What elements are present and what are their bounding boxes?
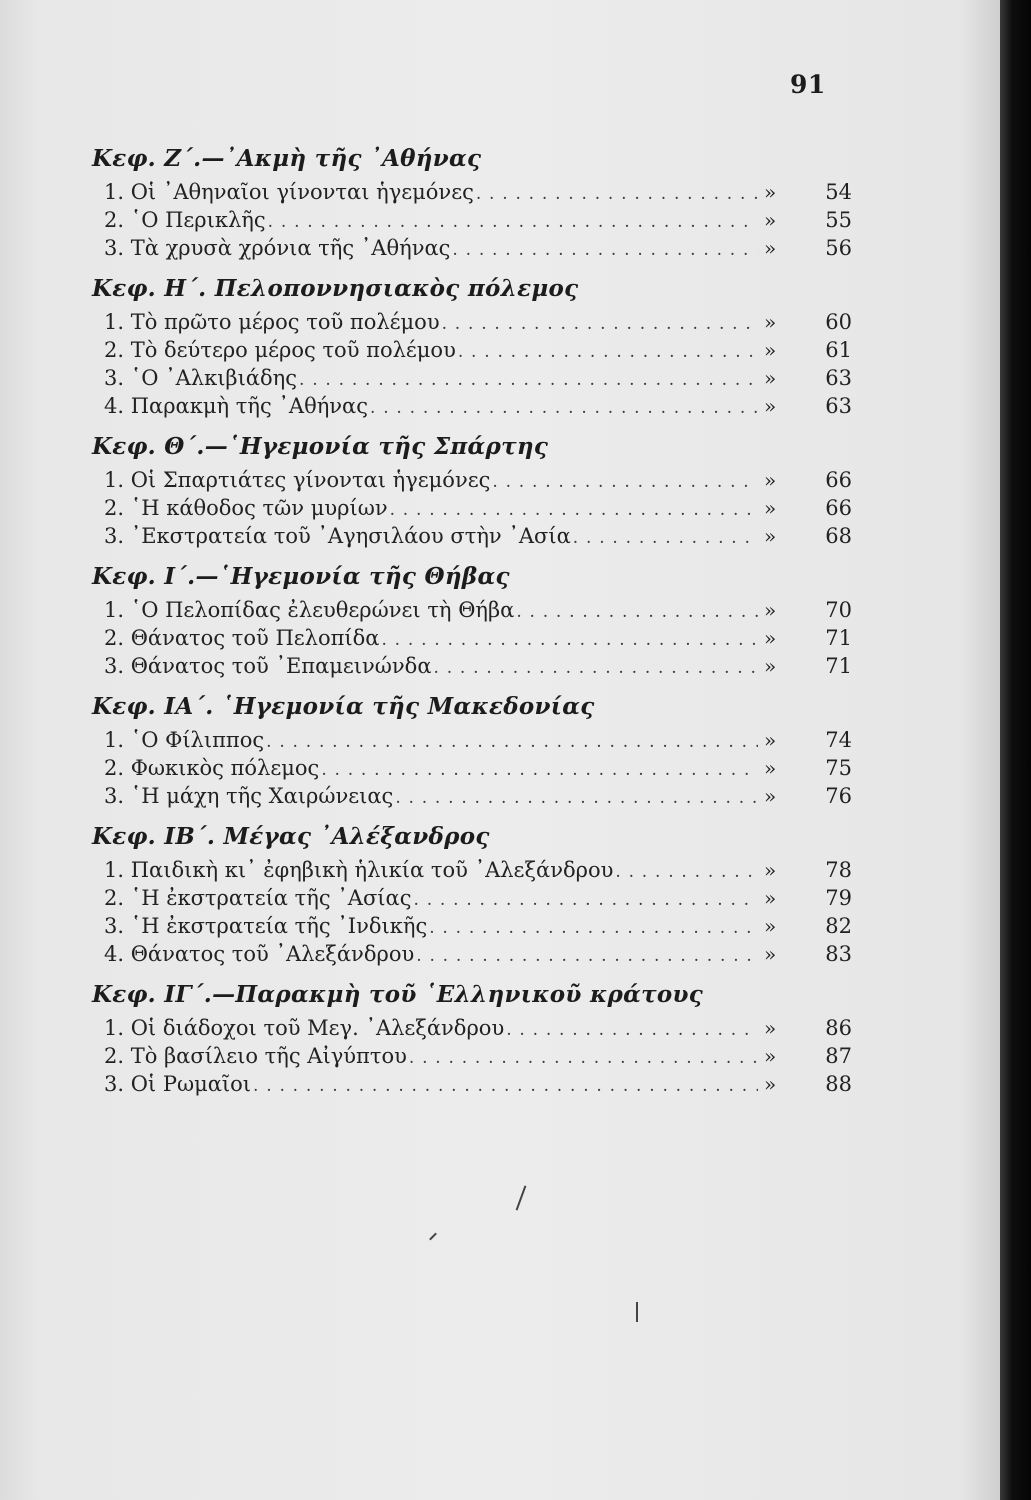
entry-title: 3. Οἱ Ρωμαῖοι xyxy=(104,1072,252,1096)
entry-title: 3. ῾Ο ᾿Αλκιβιάδης xyxy=(104,366,297,390)
stray-mark xyxy=(429,1233,437,1241)
entry-page-number: 82 xyxy=(825,914,852,938)
ditto-mark: » xyxy=(764,496,777,520)
dot-leader xyxy=(321,756,758,784)
entry-page-number: 74 xyxy=(825,728,852,752)
table-of-contents xyxy=(92,140,852,1106)
entry-page-number: 68 xyxy=(825,524,852,548)
entry-title: 3. Τὰ χρυσὰ χρόνια τῆς ᾿Αθήνας xyxy=(104,236,451,260)
dot-leader xyxy=(266,728,758,756)
dot-leader xyxy=(390,496,758,524)
entry-title: 4. Παρακμὴ τῆς ᾿Αθήνας xyxy=(104,394,368,418)
chapter-entries xyxy=(92,466,852,550)
chapter-section xyxy=(92,428,852,550)
chapter-title: Κεφ. Ι΄.—῾Ηγεμονία τῆς Θήβας xyxy=(92,563,510,590)
dot-leader xyxy=(492,468,758,496)
toc-entry xyxy=(92,206,852,234)
toc-entry xyxy=(92,624,852,652)
entry-page-number: 55 xyxy=(825,208,852,232)
chapter-entries xyxy=(92,178,852,262)
ditto-mark: » xyxy=(764,654,777,678)
toc-entry xyxy=(92,1014,852,1042)
entry-title: 1. Τὸ πρῶτο μέρος τοῦ πολέμου xyxy=(104,310,440,334)
entry-title: 1. ῾Ο Πελοπίδας ἐλευθερώνει τὴ Θήβα xyxy=(104,598,515,622)
dot-leader xyxy=(395,784,758,812)
entry-title: 3. Θάνατος τοῦ ᾿Επαμεινώνδα xyxy=(104,654,432,678)
dot-leader xyxy=(253,1072,758,1100)
toc-entry xyxy=(92,754,852,782)
entry-title: 4. Θάνατος τοῦ ᾿Αλεξάνδρου xyxy=(104,942,415,966)
dot-leader xyxy=(370,394,758,422)
ditto-mark: » xyxy=(764,208,777,232)
entry-title: 3. ᾿Εκστρατεία τοῦ ᾿Αγησιλάου στὴν ᾿Ασία xyxy=(104,524,571,548)
entry-title: 3. ῾Η μάχη τῆς Χαιρώνειας xyxy=(104,784,394,808)
toc-entry xyxy=(92,726,852,754)
ditto-mark: » xyxy=(764,1072,777,1096)
entry-title: 1. Οἱ ᾿Αθηναῖοι γίνονται ἡγεμόνες xyxy=(104,180,474,204)
dot-leader xyxy=(442,310,758,338)
entry-page-number: 66 xyxy=(825,468,852,492)
ditto-mark: » xyxy=(764,366,777,390)
toc-entry xyxy=(92,466,852,494)
chapter-entries xyxy=(92,596,852,680)
entry-page-number: 86 xyxy=(825,1016,852,1040)
entry-page-number: 79 xyxy=(825,886,852,910)
ditto-mark: » xyxy=(764,310,777,334)
toc-entry xyxy=(92,1070,852,1098)
entry-page-number: 71 xyxy=(825,626,852,650)
toc-entry xyxy=(92,782,852,810)
toc-entry xyxy=(92,178,852,206)
ditto-mark: » xyxy=(764,180,777,204)
dot-leader xyxy=(458,338,758,366)
entry-page-number: 75 xyxy=(825,756,852,780)
ditto-mark: » xyxy=(764,598,777,622)
toc-entry xyxy=(92,856,852,884)
chapter-section xyxy=(92,140,852,262)
entry-title: 2. Θάνατος τοῦ Πελοπίδα xyxy=(104,626,380,650)
entry-title: 1. Οἱ Σπαρτιάτες γίνονται ἡγεμόνες xyxy=(104,468,491,492)
toc-entry xyxy=(92,494,852,522)
toc-entry xyxy=(92,336,852,364)
chapter-entries xyxy=(92,1014,852,1098)
chapter-entries xyxy=(92,856,852,968)
dot-leader xyxy=(476,180,758,208)
entry-page-number: 88 xyxy=(825,1072,852,1096)
entry-title: 1. ῾Ο Φίλιππος xyxy=(104,728,265,752)
toc-entry xyxy=(92,364,852,392)
dot-leader xyxy=(516,598,758,626)
dot-leader xyxy=(434,654,758,682)
ditto-mark: » xyxy=(764,524,777,548)
dot-leader xyxy=(299,366,758,394)
dot-leader xyxy=(573,524,758,552)
toc-entry xyxy=(92,940,852,968)
chapter-title: Κεφ. Θ΄.—῾Ηγεμονία τῆς Σπάρτης xyxy=(92,433,549,460)
toc-entry xyxy=(92,522,852,550)
ditto-mark: » xyxy=(764,858,777,882)
entry-title: 2. Φωκικὸς πόλεμος xyxy=(104,756,320,780)
dot-leader xyxy=(452,236,758,264)
chapter-section xyxy=(92,818,852,968)
chapter-section xyxy=(92,688,852,810)
ditto-mark: » xyxy=(764,886,777,910)
toc-entry xyxy=(92,884,852,912)
ditto-mark: » xyxy=(764,914,777,938)
entry-page-number: 70 xyxy=(825,598,852,622)
book-edge-shadow xyxy=(1000,0,1031,1500)
ditto-mark: » xyxy=(764,394,777,418)
entry-title: 2. ῾Ο Περικλῆς xyxy=(104,208,266,232)
entry-title: 3. ῾Η ἐκστρατεία τῆς ᾿Ινδικῆς xyxy=(104,914,428,938)
chapter-title: Κεφ. ΙΒ΄. Μέγας ᾿Αλέξανδρος xyxy=(92,823,490,850)
chapter-section xyxy=(92,976,852,1098)
entry-page-number: 78 xyxy=(825,858,852,882)
ditto-mark: » xyxy=(764,942,777,966)
toc-entry xyxy=(92,596,852,624)
ditto-mark: » xyxy=(764,626,777,650)
toc-entry xyxy=(92,234,852,262)
entry-page-number: 63 xyxy=(825,366,852,390)
chapter-title: Κεφ. Ζ΄.—᾿Ακμὴ τῆς ᾿Αθήνας xyxy=(92,145,482,172)
dot-leader xyxy=(409,1044,758,1072)
dot-leader xyxy=(381,626,758,654)
ditto-mark: » xyxy=(764,1016,777,1040)
entry-title: 2. ῾Η ἐκστρατεία τῆς ᾿Ασίας xyxy=(104,886,412,910)
dot-leader xyxy=(416,942,758,970)
entry-title: 1. Οἱ διάδοχοι τοῦ Μεγ. ᾿Αλεξάνδρου xyxy=(104,1016,505,1040)
entry-page-number: 76 xyxy=(825,784,852,808)
toc-entry xyxy=(92,912,852,940)
entry-page-number: 63 xyxy=(825,394,852,418)
entry-title: 2. ῾Η κάθοδος τῶν μυρίων xyxy=(104,496,388,520)
stray-mark xyxy=(516,1185,527,1210)
chapter-title: Κεφ. ΙΓ΄.—Παρακμὴ τοῦ ῾Ελληνικοῦ κράτους xyxy=(92,981,704,1008)
ditto-mark: » xyxy=(764,756,777,780)
toc-entry xyxy=(92,1042,852,1070)
entry-page-number: 61 xyxy=(825,338,852,362)
chapter-title: Κεφ. ΙΑ΄. ῾Ηγεμονία τῆς Μακεδονίας xyxy=(92,693,595,720)
entry-title: 2. Τὸ βασίλειο τῆς Αἰγύπτου xyxy=(104,1044,407,1068)
page-number: 91 xyxy=(790,70,826,99)
dot-leader xyxy=(506,1016,758,1044)
chapter-section xyxy=(92,270,852,420)
ditto-mark: » xyxy=(764,468,777,492)
dot-leader xyxy=(615,858,758,886)
ditto-mark: » xyxy=(764,784,777,808)
entry-page-number: 71 xyxy=(825,654,852,678)
stray-mark xyxy=(636,1302,638,1322)
dot-leader xyxy=(413,886,758,914)
chapter-section xyxy=(92,558,852,680)
entry-page-number: 60 xyxy=(825,310,852,334)
toc-entry xyxy=(92,392,852,420)
entry-page-number: 54 xyxy=(825,180,852,204)
dot-leader xyxy=(268,208,758,236)
entry-title: 1. Παιδικὴ κι᾿ ἐφηβικὴ ἡλικία τοῦ ᾿Αλεξάνδρου xyxy=(104,858,614,882)
ditto-mark: » xyxy=(764,1044,777,1068)
entry-page-number: 66 xyxy=(825,496,852,520)
entry-page-number: 87 xyxy=(825,1044,852,1068)
ditto-mark: » xyxy=(764,338,777,362)
ditto-mark: » xyxy=(764,236,777,260)
chapter-entries xyxy=(92,308,852,420)
toc-entry xyxy=(92,308,852,336)
toc-entry xyxy=(92,652,852,680)
entry-page-number: 83 xyxy=(825,942,852,966)
ditto-mark: » xyxy=(764,728,777,752)
dot-leader xyxy=(429,914,758,942)
entry-title: 2. Τὸ δεύτερο μέρος τοῦ πολέμου xyxy=(104,338,456,362)
entry-page-number: 56 xyxy=(825,236,852,260)
chapter-title: Κεφ. Η΄. Πελοποννησιακὸς πόλεμος xyxy=(92,275,579,302)
chapter-entries xyxy=(92,726,852,810)
